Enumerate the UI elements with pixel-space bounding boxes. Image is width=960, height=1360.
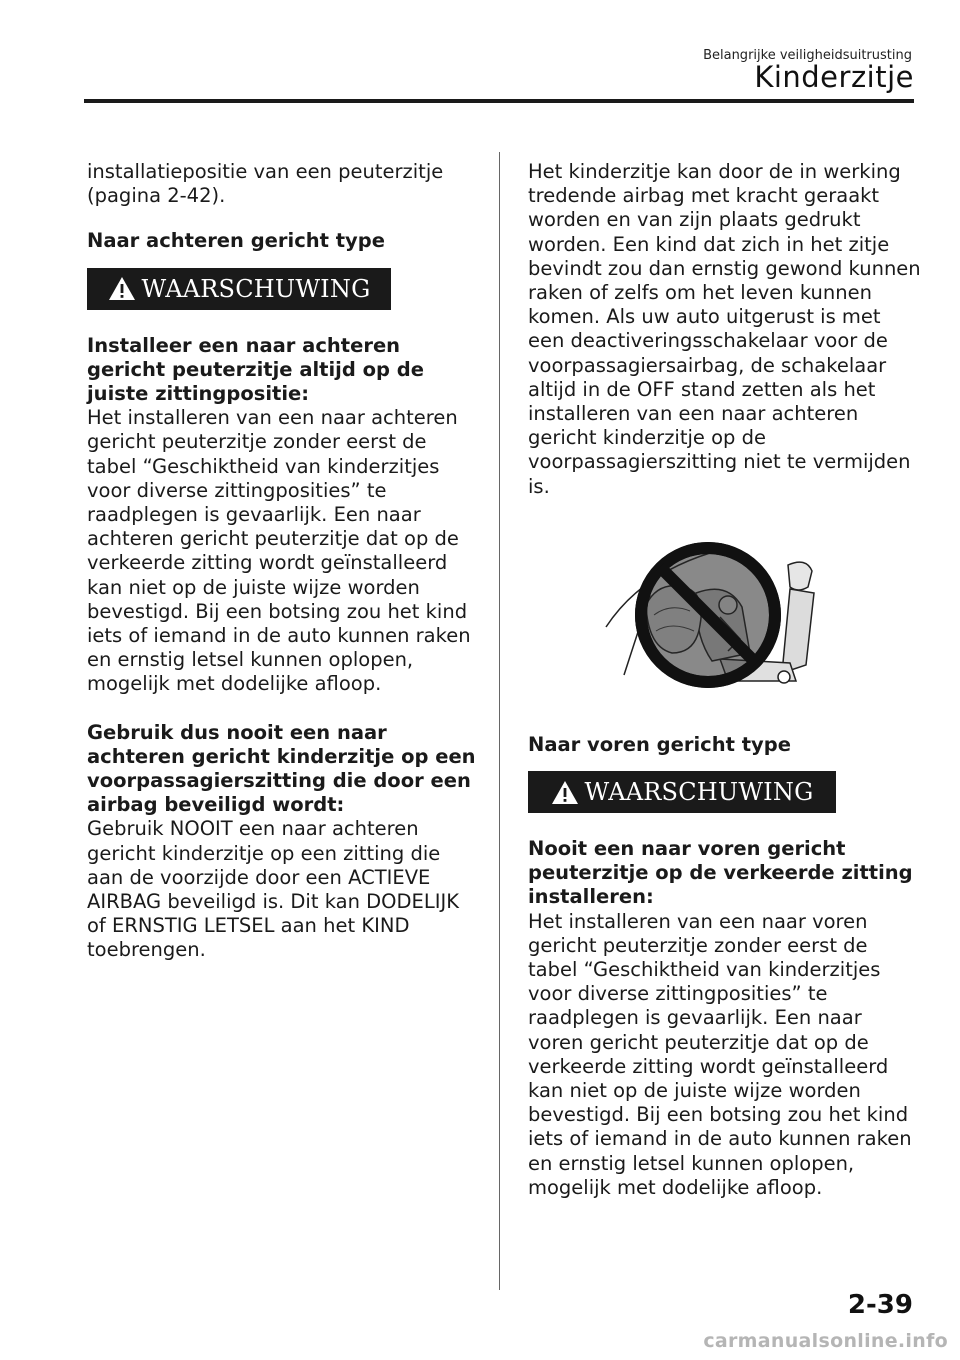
page-title: Kinderzitje [754,60,914,94]
warning-triangle-icon [108,276,136,301]
warning-banner [528,771,836,813]
header-rule [84,99,914,103]
intro-text: installatiepositie van een peuterzitje (pagina 2-42). [87,160,444,208]
warning2-heading: Gebruik dus nooit een naar achteren gericht kinderzitje op een voorpassagierszitting die door een airbag beveiligd wordt: [87,720,476,817]
forward-facing-heading: Naar voren gericht type [528,732,791,756]
page-number: 2-39 [847,1290,913,1320]
rear-facing-heading: Naar achteren gericht type [87,229,385,253]
warning1-body: Het installeren van een naar achteren gericht peuterzitje zonder eerst de tabel “Geschiktheid van kinderzitjes voor diverse zittingposities” te raadplegen is gevaarlijk. Een naar achteren gericht peuterzitje dat op de verkeerde zitting wordt geïnstalleerd kan niet op de juiste wijze worden bevestigd. Bij een botsing zou het kind iets of iemand in de auto kunnen raken en ernstig letsel kunnen oplopen, mogelijk met dodelijke afloop. [87,406,471,696]
warning-banner [87,268,391,310]
warning1-heading: Installeer een naar achteren gericht peuterzitje altijd op de juiste zittingpositie: [87,333,424,406]
warning-label: WAARSCHUWING [141,274,371,303]
warning3-heading: Nooit een naar voren gericht peuterzitje op de verkeerde zitting installeren: [528,837,913,909]
warning3-body: Het installeren van een naar voren gericht peuterzitje zonder eerst de tabel “Geschiktheid van kinderzitjes voor diverse zittingposities” te raadplegen is gevaarlijk. Een naar voren gericht peuterzitje dat op de verkeerde zitting wordt geïnstalleerd kan niet op de juiste wijze worden bevestigd. Bij een botsing zou het kind iets of iemand in de auto kunnen raken en ernstig letsel kunnen oplopen, mogelijk met dodelijke afloop. [528,909,912,1199]
warning2-body: Gebruik NOOIT een naar achteren gericht kinderzitje op een zitting die aan de voorzijde door een ACTIEVE AIRBAG beveiligd is. Dit kan DODELIJK of ERNSTIG LETSEL aan het KIND toebrengen. [87,817,460,962]
airbag-warning-text: Het kinderzitje kan door de in werking tredende airbag met kracht geraakt worden en van zijn plaats gedrukt worden. Een kind dat zich in het zitje bevindt zou dan ernstig gewond kunnen raken of zelfs om het leven kunnen komen. Als uw auto uitgerust is met een deactiveringsschakelaar voor de voorpassagiersairbag, de schakelaar altijd in de OFF stand zetten als het installeren van een naar achteren gericht kinderzitje op de voorpassagierszitting niet te vermijden is. [528,160,921,498]
warning-label: WAARSCHUWING [584,777,814,806]
column-divider [499,152,500,1290]
right-column [528,160,923,1200]
prohibited-rear-facing-seat-illustration [600,535,836,695]
watermark: carmanualsonline.info [703,1330,948,1352]
section-label: Belangrijke veiligheidsuitrusting [703,48,912,63]
left-column [87,160,477,963]
warning-triangle-icon [551,780,579,805]
